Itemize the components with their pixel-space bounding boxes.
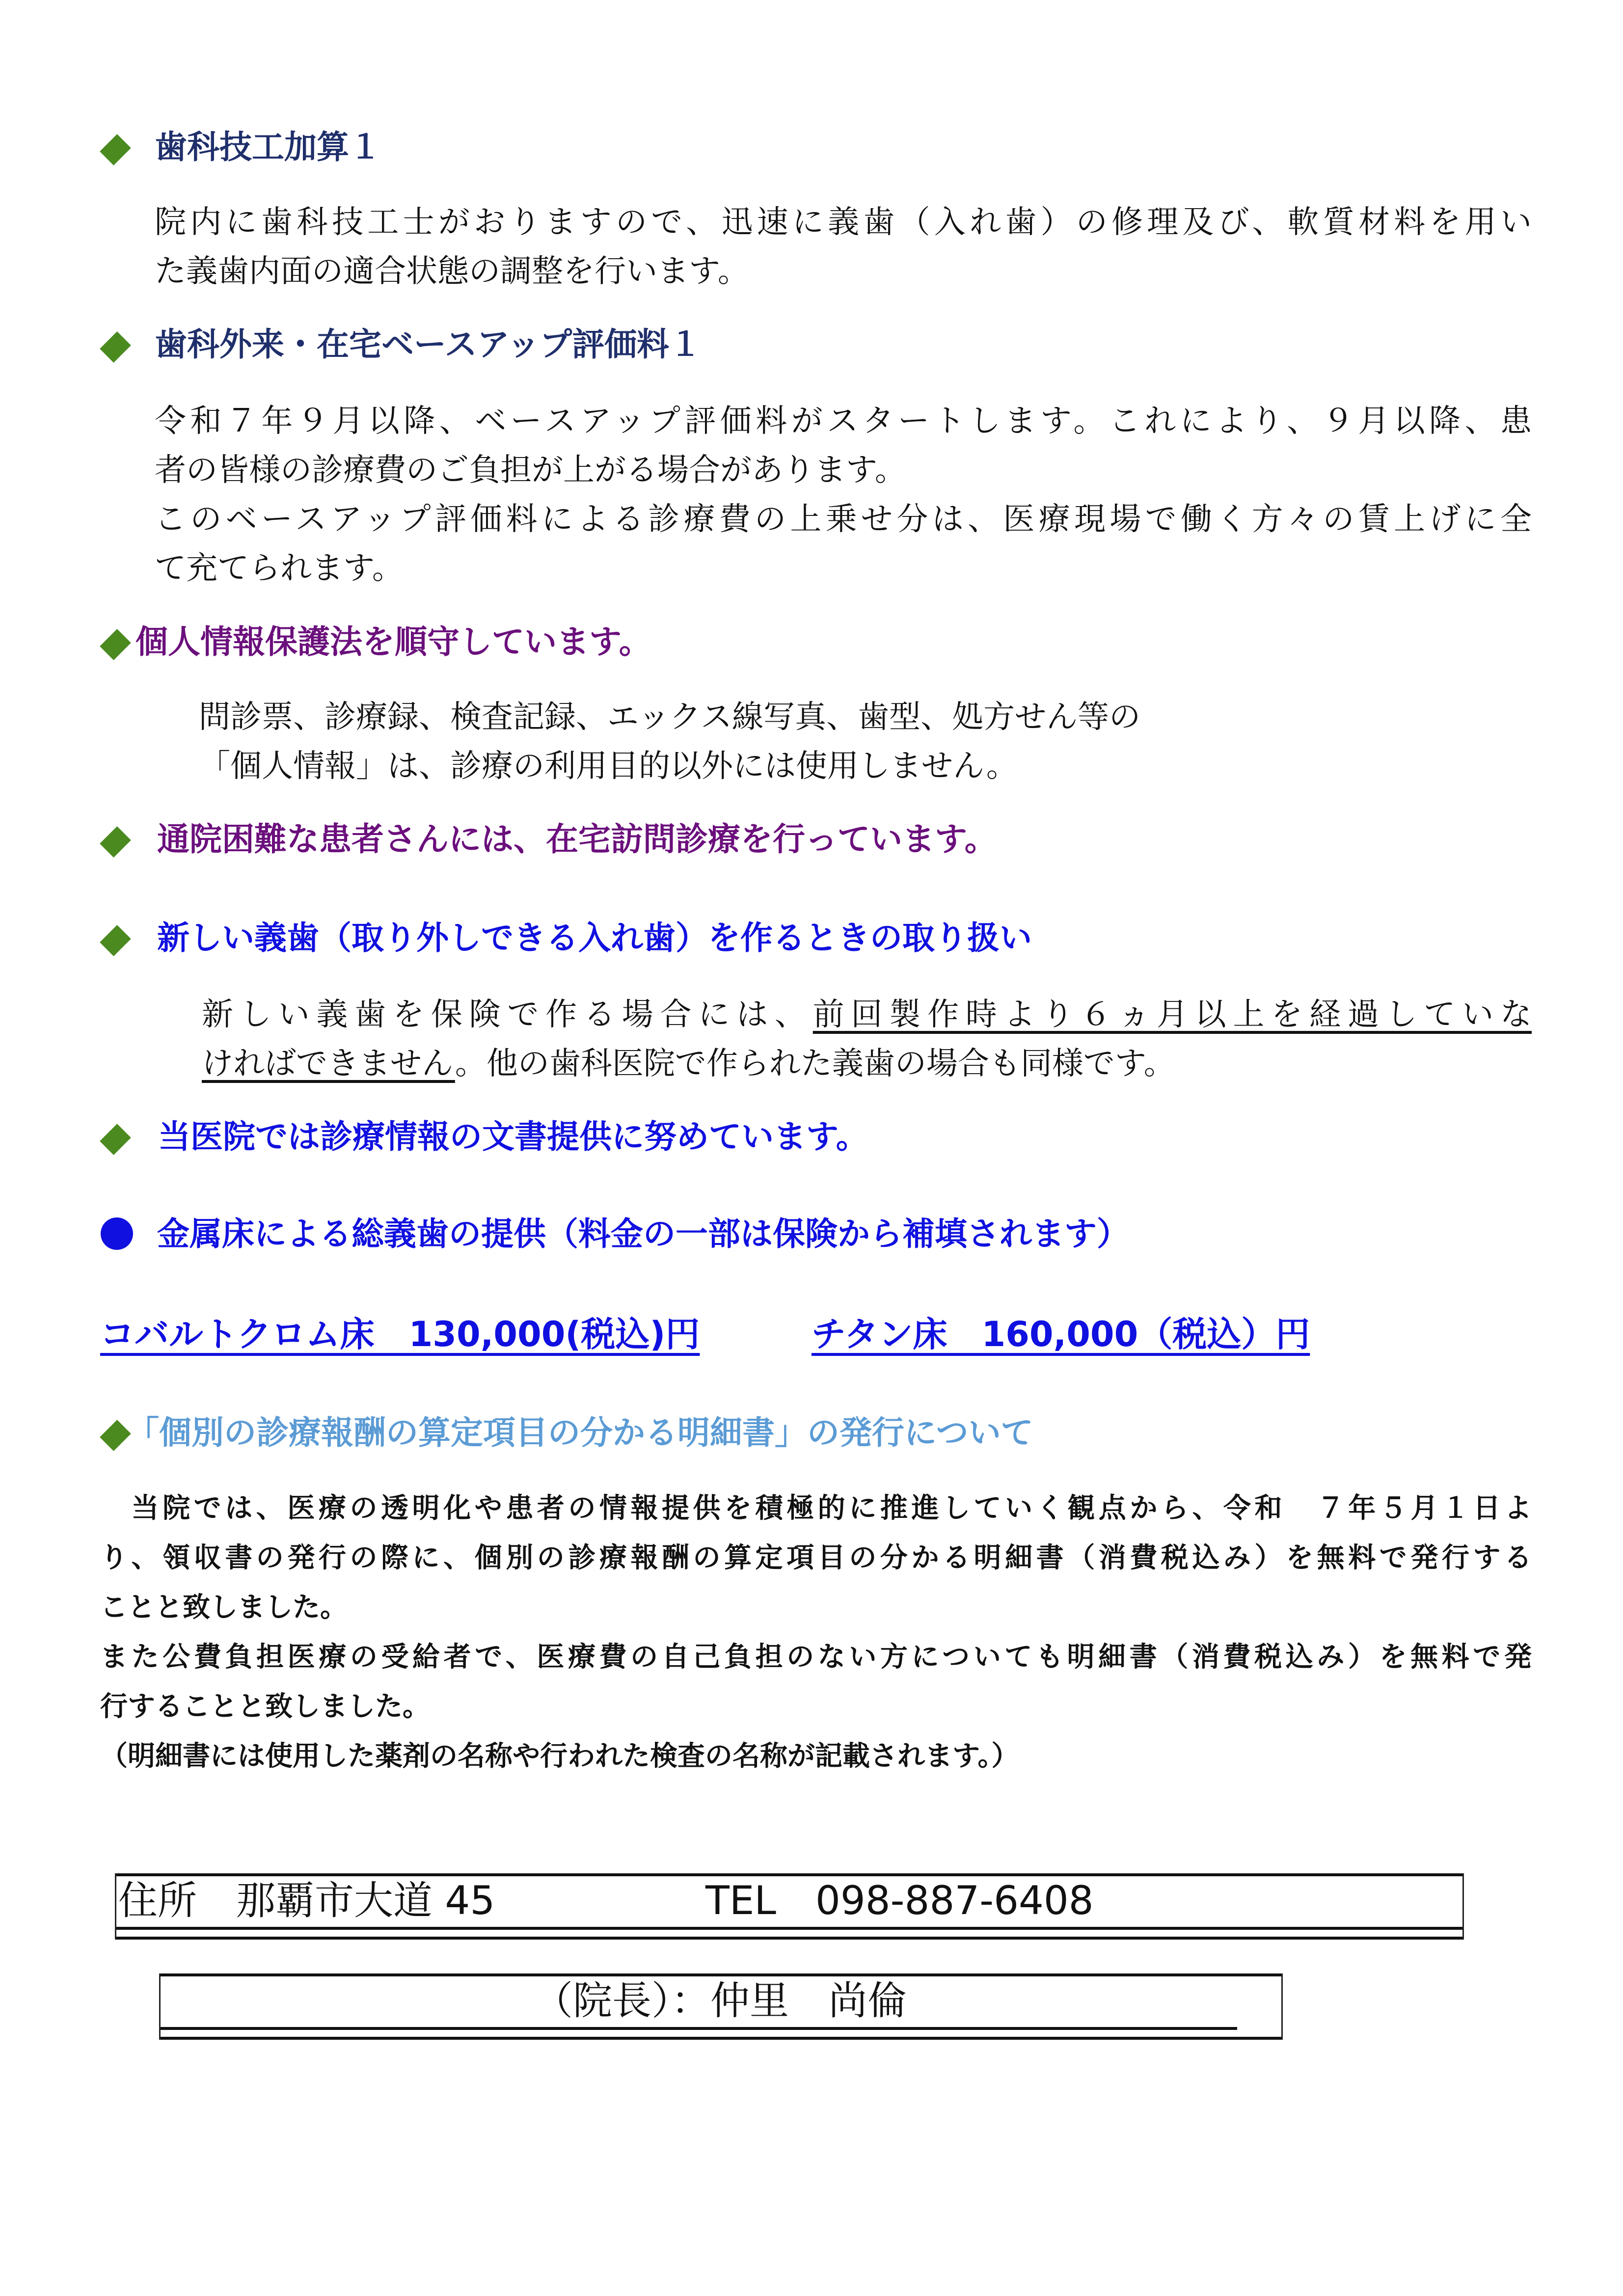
director-box (159, 1973, 1283, 2040)
underlined-text: ければできません (202, 1046, 455, 1082)
paragraph-new-denture (202, 990, 1532, 1088)
text-segment: 新しい義歯を保険で作る場合には、 (202, 997, 813, 1033)
paragraph-base-up (155, 397, 1532, 593)
text-line: 行することと致しました。 (100, 1691, 430, 1723)
paragraph-itemized-receipt (100, 1484, 1532, 1781)
heading-new-denture: 新しい義歯（取り外しできる入れ歯）を作るときの取り扱い (157, 919, 1032, 957)
paragraph-privacy (199, 693, 1140, 791)
text-line: た義歯内面の適合状態の調整を行います。 (155, 253, 749, 290)
director-name: （院長）：仲里 尚倫 (534, 1978, 907, 2024)
heading-metal-denture: 金属床による総義歯の提供（料金の一部は保険から補填されます） (157, 1215, 1129, 1253)
heading-home-visit: 通院困難な患者さんには、在宅訪問診療を行っています。 (157, 820, 997, 858)
price-cobalt-chrome: コバルトクロム床 130,000(税込)円 (100, 1314, 700, 1354)
price-titanium: チタン床 160,000（税込）円 (812, 1314, 1310, 1354)
text-line: ことと致しました。 (100, 1592, 348, 1623)
text-line: て充てられます。 (155, 550, 404, 587)
text-line (202, 1039, 1532, 1088)
text-line: 「個人情報」は、診療の利用目的以外には使用しません。 (199, 748, 1018, 784)
text-line: このベースアップ評価料による診療費の上乗せ分は、医療現場で働く方々の賃上げに全 (155, 501, 1532, 538)
text-line: また公費負担医療の受給者で、医療費の自己負担のない方についても明細書（消費税込み）を無料で発 (100, 1641, 1532, 1673)
heading-info-provision: 当医院では診療情報の文書提供に努めています。 (158, 1118, 868, 1156)
underlined-text: 前回製作時より６ヵ月以上を経過していな (812, 997, 1532, 1033)
address-text: 住所 那覇市大道 45 (118, 1878, 495, 1923)
text-line: 問診票、診療録、検査記録、エックス線写真、歯型、処方せん等の (199, 699, 1141, 735)
text-line: 当院では、医療の透明化や患者の情報提供を積極的に推進していく観点から、令和 ７年５月１日よ (100, 1492, 1532, 1524)
text-line: 院内に歯科技工士がおりますので、迅速に義歯（入れ歯）の修理及び、軟質材料を用い (155, 204, 1532, 241)
text-line: 者の皆様の診療費のご負担が上がる場合があります。 (155, 452, 906, 488)
text-line: り、領収書の発行の際に、個別の診療報酬の算定項目の分かる明細書（消費税込み）を無料で発行する (100, 1542, 1532, 1574)
phone-text: TEL 098-887-6408 (705, 1878, 1094, 1923)
heading-itemized-receipt: 「個別の診療報酬の算定項目の分かる明細書」の発行について (127, 1414, 1033, 1452)
address-box (115, 1873, 1464, 1940)
text-line (202, 990, 1532, 1039)
text-line: （明細書には使用した薬剤の名称や行われた検査の名称が記載されます。） (100, 1740, 1019, 1772)
text-segment: 。他の歯科医院で作られた義歯の場合も同様です。 (455, 1046, 1175, 1082)
heading-base-up: 歯科外来・在宅ベースアップ評価料１ (155, 325, 702, 363)
text-line: 令和７年９月以降、ベースアップ評価料がスタートします。これにより、９月以降、患 (155, 403, 1532, 439)
heading-dental-technician: 歯科技工加算１ (155, 128, 381, 166)
paragraph-dental-technician (155, 198, 1532, 296)
circle-bullet-icon (101, 1217, 133, 1250)
heading-privacy: 個人情報保護法を順守しています。 (135, 623, 651, 661)
